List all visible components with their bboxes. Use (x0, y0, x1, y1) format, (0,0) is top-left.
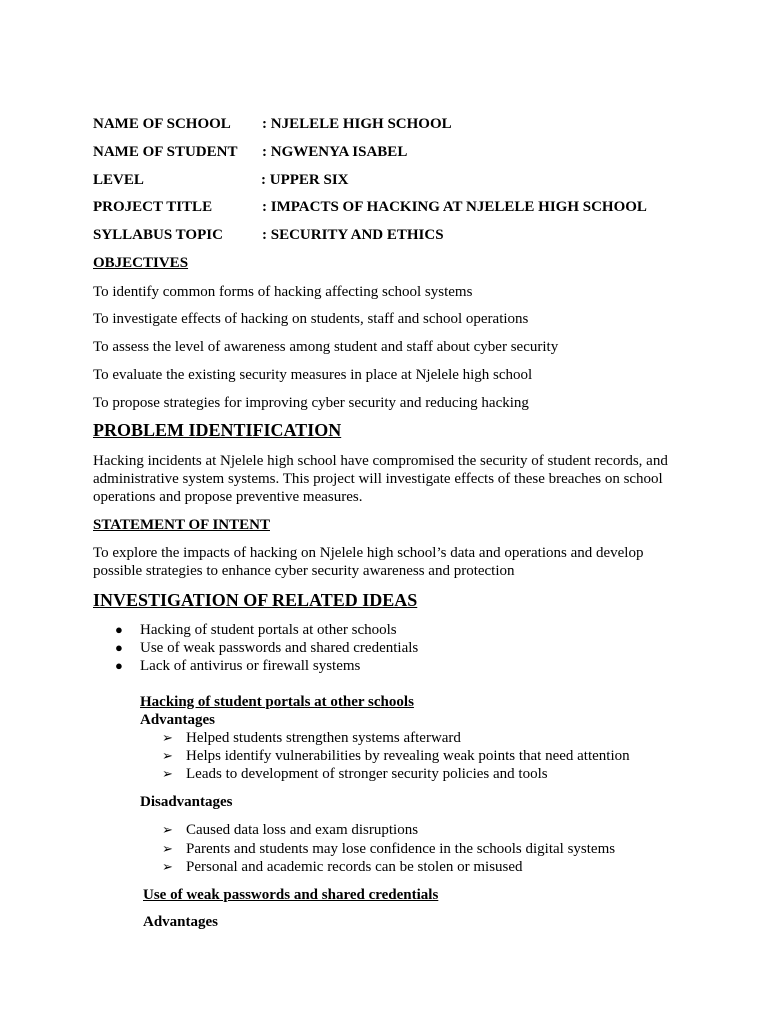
objective-item: To propose strategies for improving cyber security and reducing hacking (93, 395, 529, 411)
subsection-heading: Use of weak passwords and shared credentials (143, 887, 439, 903)
level-value: : UPPER SIX (261, 172, 349, 188)
list-item: Parents and students may lose confidence in the schools digital systems (186, 841, 616, 857)
subsection-heading: Hacking of student portals at other schools (140, 694, 414, 710)
syllabus-topic-value: : SECURITY AND ETHICS (262, 227, 444, 243)
intent-heading: STATEMENT OF INTENT (93, 517, 270, 533)
list-item: Personal and academic records can be stolen or misused (186, 859, 523, 875)
objective-item: To evaluate the existing security measures in place at Njelele high school (93, 367, 533, 383)
intent-text: To explore the impacts of hacking on Njelele high school’s data and operations and develop possible strategies to enhance cyber security awareness and protection (93, 545, 644, 579)
syllabus-topic-label: SYLLABUS TOPIC (93, 227, 223, 243)
list-item: Helped students strengthen systems afterward (186, 730, 461, 746)
objective-item: To identify common forms of hacking affecting school systems (93, 284, 473, 300)
project-title-value: : IMPACTS OF HACKING AT NJELELE HIGH SCHOOL (262, 199, 647, 215)
student-value: : NGWENYA ISABEL (262, 144, 408, 160)
disadvantages-label: Disadvantages (140, 794, 233, 810)
project-title-label: PROJECT TITLE (93, 199, 213, 215)
problem-text: Hacking incidents at Njelele high school have compromised the security of student records, and administrative system systems. This project will investigate effects of these breaches on school operations and propose preventive measures. (93, 453, 668, 505)
list-item: Lack of antivirus or firewall systems (140, 658, 361, 674)
arrow-bullet-icon: ➢ (162, 859, 173, 874)
bullet-icon: ● (115, 622, 123, 637)
arrow-bullet-icon: ➢ (162, 766, 173, 781)
investigation-heading: INVESTIGATION OF RELATED IDEAS (93, 590, 418, 610)
objective-item: To assess the level of awareness among student and staff about cyber security (93, 339, 559, 355)
bullet-icon: ● (115, 658, 123, 673)
school-value: : NJELELE HIGH SCHOOL (262, 116, 452, 132)
list-item: Helps identify vulnerabilities by revealing weak points that need attention (186, 748, 630, 764)
arrow-bullet-icon: ➢ (162, 822, 173, 837)
advantages-label: Advantages (140, 712, 216, 728)
arrow-bullet-icon: ➢ (162, 730, 173, 745)
list-item: Leads to development of stronger security policies and tools (186, 766, 548, 782)
arrow-bullet-icon: ➢ (162, 841, 173, 856)
list-item: Hacking of student portals at other schools (140, 622, 397, 638)
list-item: Caused data loss and exam disruptions (186, 822, 419, 838)
student-label: NAME OF STUDENT (93, 144, 238, 160)
objectives-heading: OBJECTIVES (93, 255, 189, 271)
problem-heading: PROBLEM IDENTIFICATION (93, 420, 342, 440)
list-item: Use of weak passwords and shared credentials (140, 640, 419, 656)
arrow-bullet-icon: ➢ (162, 748, 173, 763)
bullet-icon: ● (115, 640, 123, 655)
objective-item: To investigate effects of hacking on students, staff and school operations (93, 311, 529, 327)
level-label: LEVEL (93, 172, 144, 188)
advantages-label: Advantages (143, 914, 219, 930)
school-label: NAME OF SCHOOL (93, 116, 231, 132)
